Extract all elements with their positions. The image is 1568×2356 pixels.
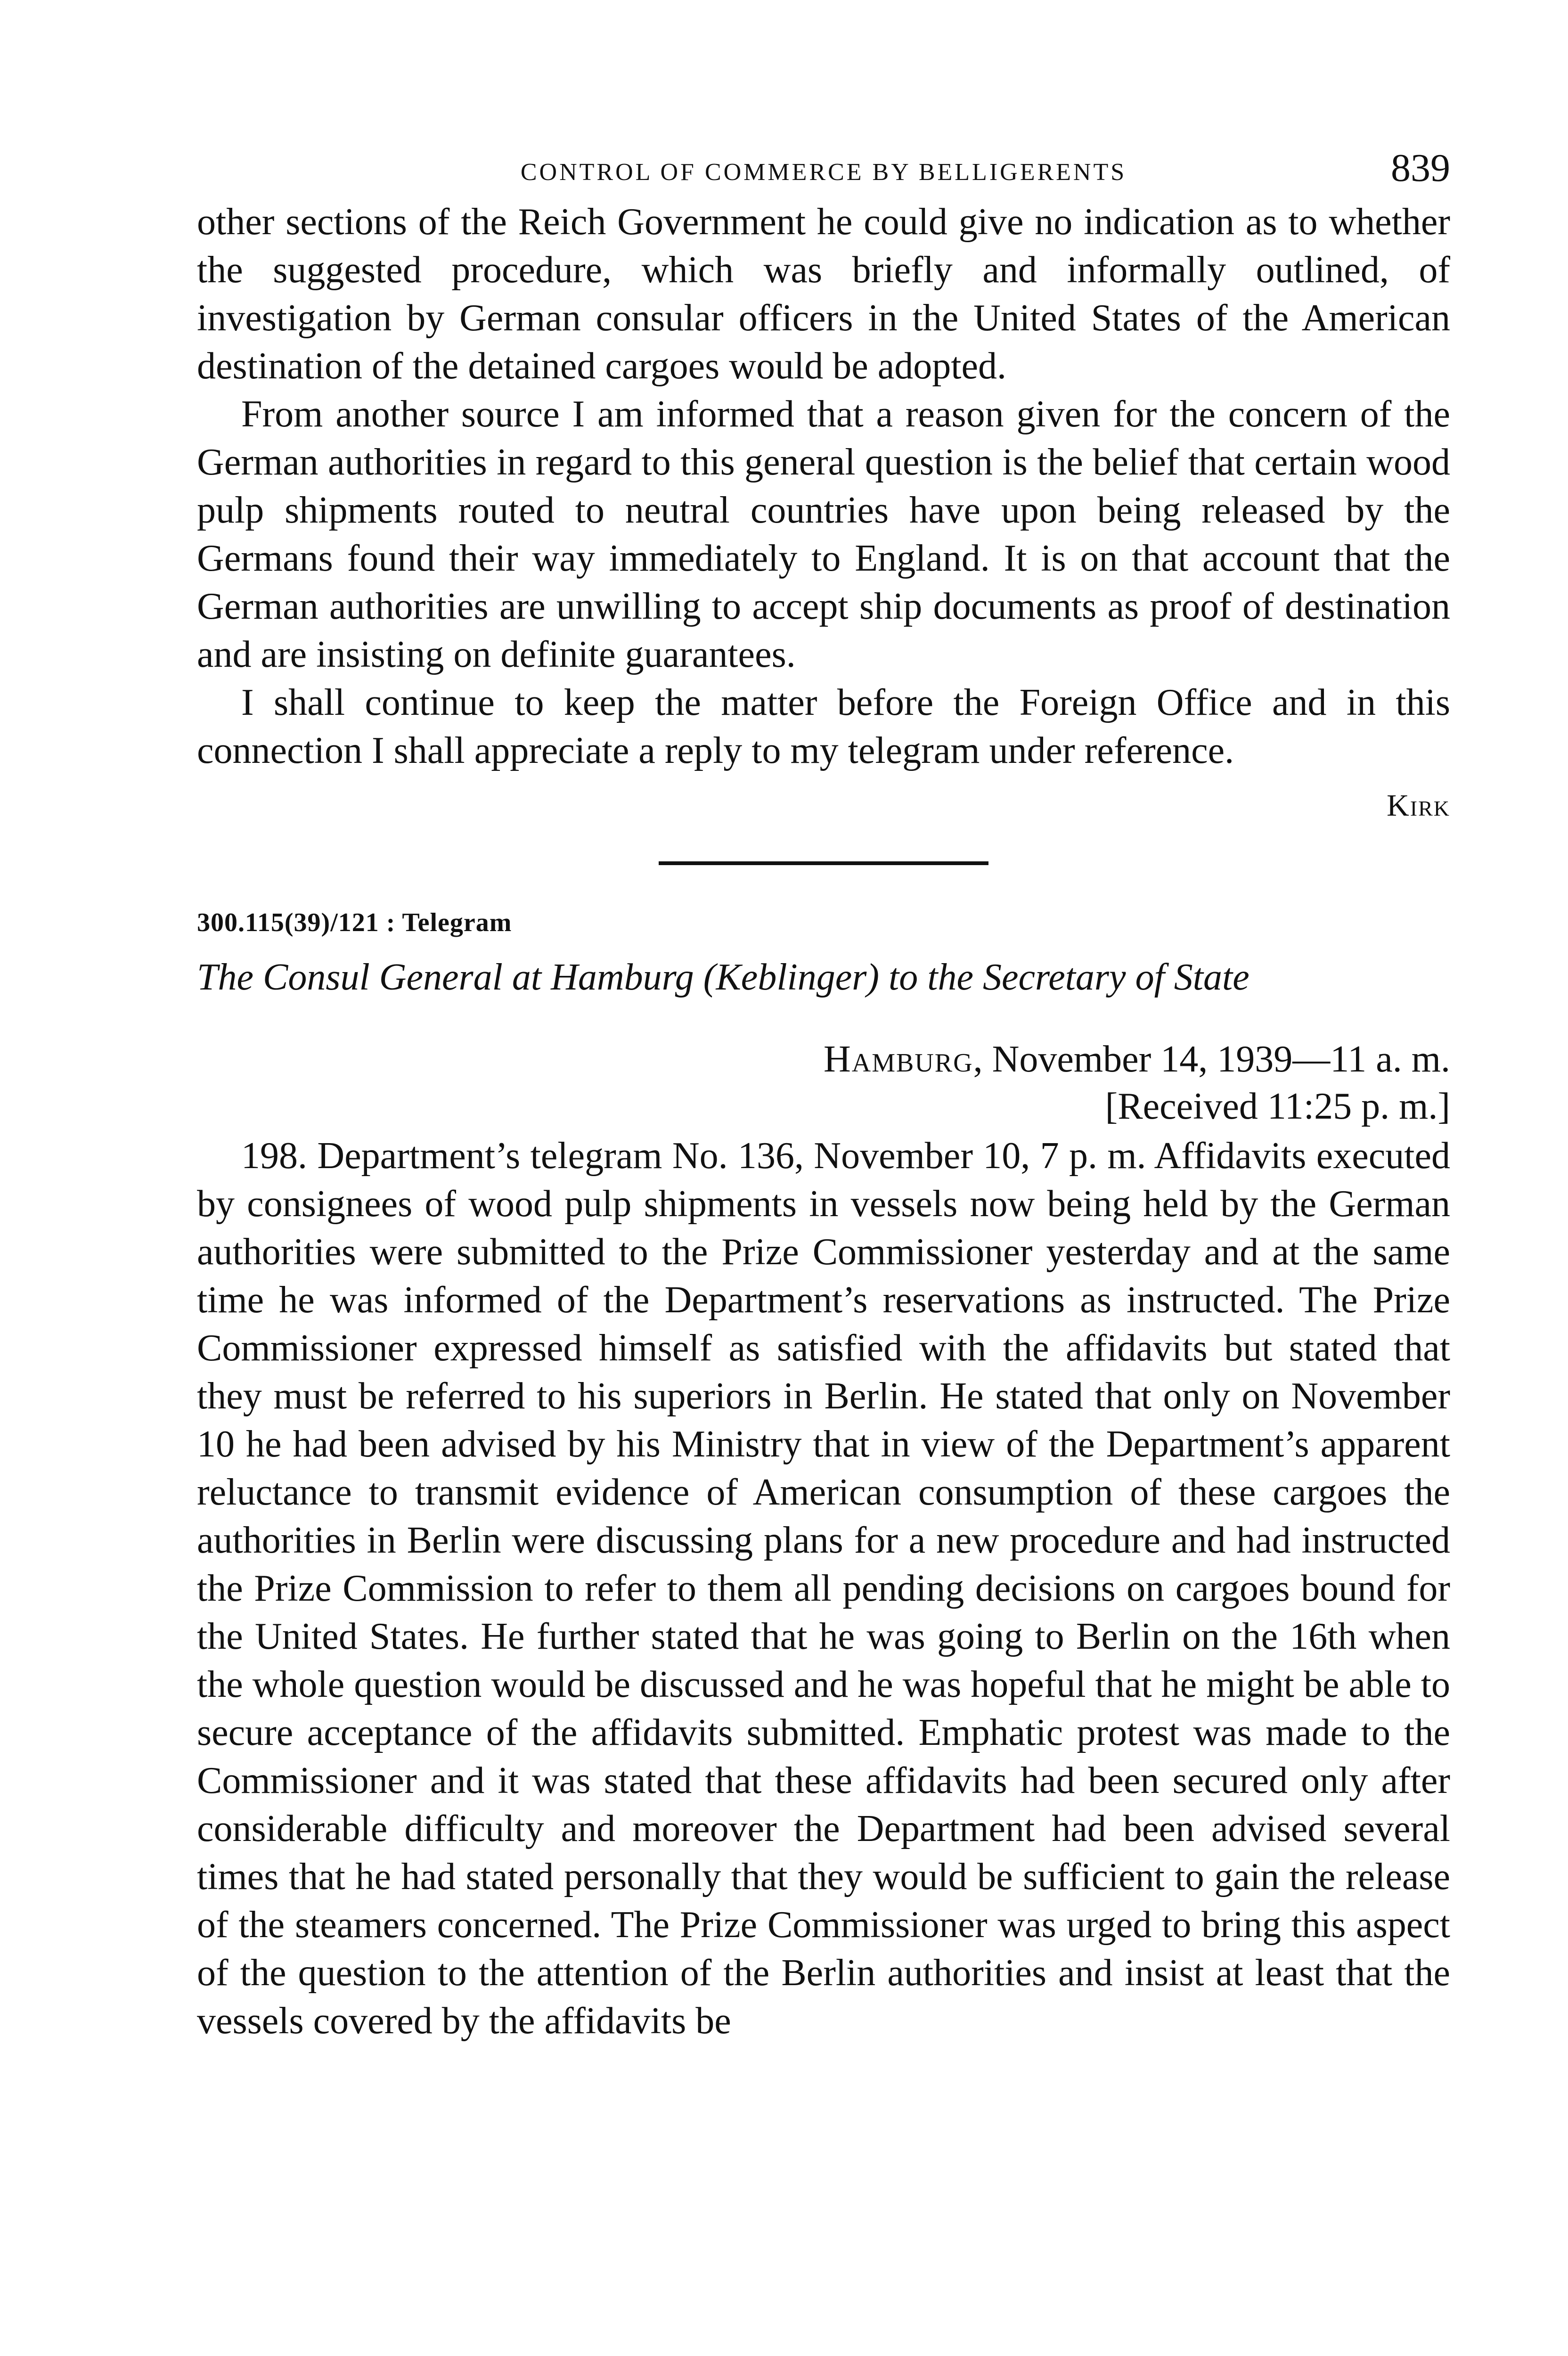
- section-divider: [659, 861, 988, 865]
- signature-kirk: Kirk: [1387, 788, 1450, 823]
- running-head: [197, 141, 1450, 198]
- paragraph-telegram-body: 198. Department’s telegram No. 136, November 10, 7 p. m. Affidavits executed by consignees of wood pulp shipments in vessels now being held by the German authorities were submitted to the Prize Commissioner yesterday and at the same time he was informed of the Department’s reservations as instructed. The Prize Commissioner expressed himself as satisfied with the affidavits but stated that they must be referred to his superiors in Berlin. He stated that only on November 10 he had been advised by his Ministry that in view of the Department’s apparent reluctance to transmit evidence of American consumption of these cargoes the authorities in Berlin were discussing plans for a new procedure and had instructed the Prize Commission to refer to them all pending decisions on cargoes bound for the United States. He further stated that he was going to Berlin on the 16th when the whole question would be discussed and he was hopeful that he might be able to secure acceptance of the affidavits submitted. Emphatic protest was made to the Commissioner and it was stated that these affidavits had been secured only after considerable difficulty and moreover the Department had been advised several times that he had stated personally that they would be sufficient to gain the release of the steamers concerned. The Prize Commissioner was urged to bring this aspect of the question to the attention of the Berlin authorities and insist at least that the vessels covered by the affidavits be: [197, 1135, 1450, 2042]
- paragraph-continuation: other sections of the Reich Government he could give no indication as to whether the suggested procedure, which was briefly and informally outlined, of investigation by German consular officers in the United States of the American destination of the detained cargoes would be adopted.: [197, 201, 1450, 387]
- paragraph-source-info: From another source I am informed that a reason given for the concern of the German authorities in regard to this general question is the belief that certain wood pulp shipments routed to neutral countries have upon being released by the Germans found their way immediately to England. It is on that account that the German authorities are unwilling to accept ship documents as proof of destination and are insisting on definite guarantees.: [197, 393, 1450, 675]
- document-heading: The Consul General at Hamburg (Keblinger) to the Secretary of State: [197, 957, 1250, 998]
- file-reference: 300.115(39)/121 : Telegram: [197, 908, 512, 937]
- document-page: [197, 141, 1450, 2045]
- page-number: 839: [1391, 146, 1450, 190]
- dateline: [197, 1036, 1450, 1083]
- running-title: CONTROL OF COMMERCE BY BELLIGERENTS: [520, 159, 1127, 186]
- paragraph-continue-matter: I shall continue to keep the matter before the Foreign Office and in this connection I shall appreciate a reply to my telegram under reference.: [197, 682, 1450, 771]
- received-time: [Received 11:25 p. m.]: [1105, 1086, 1450, 1127]
- dateline-date: , November 14, 1939—11 a. m.: [973, 1039, 1450, 1080]
- dateline-place: Hamburg: [823, 1039, 973, 1080]
